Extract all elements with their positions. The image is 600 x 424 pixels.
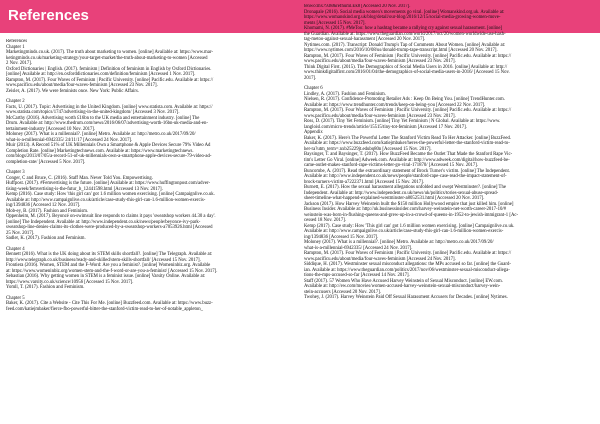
- reference-line: Rampton, M. (2017). Four Waves of Feminism | Pacific University. [online] Pacific.edu. Available at: https://: [6, 77, 214, 83]
- reference-line: Khomami, N. (2017). #MeToo: how a hashtag became a rallying cry against sexual harassment. [online]: [304, 26, 503, 31]
- reference-line: Available at: http://ew.com/movies/women-accused-harvey-weinstein-sexual-misconduct/harvey-wein-: [304, 284, 501, 289]
- reference-line: Sebastian (2016). Why getting women in STEM is a feminist issue. [online] Varsity Online. Available at:: [6, 274, 206, 279]
- reference-section: [6, 296, 292, 313]
- reference-line: Sadler, K. (2017). Fashion and Feminism.: [6, 236, 86, 241]
- reference-section: [304, 86, 594, 301]
- reference-line: Facts, U. (2017). Topic: Advertising in the United Kingdom. [online] www.statista.com. Available at: https://: [6, 104, 213, 110]
- reference-line: Baysinger, T. and Baysinger, T. (2017). How BuzzFeed Became the Outlet That Made the Stanford Rape Vic-: [304, 152, 513, 157]
- reference-line: Marketingminds.co.uk. (2017). The truth about marketing to women. [online] Available at: https://www.mar-: [6, 50, 213, 55]
- reference-line: www.thinkdigitalfirst.com/2016/01/04/the-demographics-of-social-media-users-in-2016/ [Accessed 15 Nov.: [304, 70, 510, 75]
- reference-line: Available at: https://www.trendhunter.com/trends/keep-on-being-you [Accessed 22 Nov. 2017].: [304, 102, 486, 108]
- reference-line: sheet-timeline-what-happend-explained-westminster-a8052531.html [Accessed 20 Nov. 2017].: [304, 196, 485, 201]
- reference-line: tag-metoo-against-sexual-harassment [Accessed 20 Nov. 2017].: [304, 37, 426, 42]
- reference-section: [6, 39, 292, 94]
- reference-line: Muir (2013). A Record 51% of UK Millennials Own a Smartphone & Apple Devices Secure 79% Video Ad: [6, 143, 211, 148]
- reference-line: Chapter 4: [6, 246, 25, 252]
- reference-line: 25 Nov. 2017].: [6, 230, 35, 236]
- reference-line: Nielsen, R. (2017). Confidence-Promoting Retailer Ads : Keep On Being You. [online] TrendHunter.com.: [304, 97, 505, 102]
- reference-line: Drum. Available at: http://www.thedrum.com/news/2016/06/07/advertising-worth-16bn-uk-media-and-en-: [6, 121, 208, 126]
- reference-line: stein-accusers [Accessed 20 Nov. 2017].: [304, 289, 381, 295]
- reference-line: Appendix: [304, 130, 323, 135]
- reference-line: www.pacificu.edu/about/media/four-waves-feminism [Accessed 23 Nov. 2017].: [304, 113, 456, 119]
- reference-line: Available at: http://www.independent.co.uk/news/people/stanford-rape-case-read-the-impact-statement-of-: [304, 174, 507, 179]
- reference-line: Think Digital First. (2015). The Demographics of Social Media Users in 2016. [online] Available at: http://: [304, 64, 508, 70]
- reference-line: brock-turners-victim-a7222371.html [Accessed 15 Nov. 2017].: [304, 179, 424, 185]
- reference-line: Huffpost. (2017). #Femvertising is the future. [online] Available at: https://www.huffingtonpost.com/adver-: [6, 181, 211, 186]
- reference-section: [6, 99, 292, 165]
- reference-line: tions-the-mps-accused-so-far [Accessed 14 Nov. 2017].: [304, 273, 410, 278]
- reference-line: Jackson (2017). How Harvey Weinstein built the $150 million Hollywood empire that just killed him. [online]: [304, 201, 514, 207]
- reference-line: References: [6, 39, 28, 44]
- reference-line: Kemp (2016). Case study: How 'this girl can' got 1.6 million women exercising. [online] Campaignlive.co.uk.: [6, 192, 215, 197]
- reference-line: Chapter 3: [6, 170, 25, 175]
- reference-line: Frontiera (2016). Women, STEM and the F-Word: Are you a feminist?. [online] Womeninbiz.org. Available: [6, 263, 211, 268]
- reference-line: ian. Available at: https://www.theguardian.com/politics/2017/nov/06/westminster-sexual-misconduct-allega-: [304, 267, 510, 273]
- reference-line: McCarthy (2016). Advertising worth £16bn to the UK media and entertainment industry. [online] The: [6, 115, 200, 121]
- reference-line: Oxford Dictionaries | English. (2017). feminism | Definition of feminism in English by Oxford Dictionaries.: [6, 66, 212, 72]
- reference-line: Completion Rate. [online] Marketingtechnews.com. Available at: https://www.marketingtechnews.: [6, 148, 194, 154]
- reference-line: www.pacificu.edu/about/media/four-waves-feminism [Accessed 23 Nov. 2017].: [304, 59, 456, 64]
- reference-line: at: https://www.womeninbiz.org/women-stem-and-the-f-word-or-are-you-a-feminist/ [Accessed 15 Nov. 2017].: [6, 268, 218, 274]
- reference-line: Nytimes.com. (2017). Transcript: Donald Trump's Tap of Comments About Women. [online] Available at:: [304, 42, 506, 48]
- reference-line: Kemp (2017). Case study: How 'This girl can' got 1.6 million women exercising. [online] Campaignlive.co.uk.: [304, 223, 515, 229]
- reference-line: her-ra?utm_term=.nxb25229jt.edubq80n [Accessed 15 Nov. 2017].: [304, 146, 432, 152]
- reference-line: Chapter 2: [6, 99, 25, 104]
- reference-line: https://www.womanskind.org.uk/blog/detail/our-blog/2016/12/15/social-media-growing-women-move-: [304, 15, 501, 20]
- reference-line: cessed 18 Nov. 2017].: [304, 218, 347, 223]
- reference-line: Baker, K. (2017). Here's The Powerful Letter The Stanford Victim Read To Her Attacker. [online] BuzzFeed.: [304, 135, 512, 141]
- reference-line: Chapter 1: [6, 44, 25, 50]
- reference-line: tenwo:mx7938&refhuml.Ek8 [Accessed 20 Nov. 2017].: [304, 4, 411, 9]
- reference-line: Baker, K. (2017). Cite a Website - Cite This For Me. [online] Buzzfeed.com. Available at: https://www.buzz-: [6, 301, 213, 306]
- reference-line: Oppenheim, M. (2017). Beyoncé on-swimsuit line responds to claims it pays 'sweatshop workers 44.30 a day'.: [6, 214, 216, 219]
- reference-line: Mob-ey, B. (2017). Fashion and Feminism.: [6, 208, 89, 214]
- reference-line: Moloney (2017). What is a millennial?. [online] Metro. Available at: http://metro.co.uk/2017/09/20/: [6, 132, 196, 137]
- reference-line: came-outlet-makes-stanford-rape-victims-letter-go-viral-171870/ [Accessed 15 Nov. 2017].: [304, 163, 478, 168]
- reference-line: Rampton, M. (2017). Four Waves of Feminism | Pacific University. [online] Pacific.edu. Available at: https://: [304, 251, 512, 256]
- reference-line: Conger, C and Bruce, C. (2016). Staff Man. Never Told You. Empowertising.: [6, 175, 153, 181]
- reference-line: Zeisler, A. (2017). We were feminists once. New York: Public Affairs.: [6, 88, 140, 94]
- reference-line: Available at: https://www.buzzfeed.com/katiejmbaker/heres-the-powerful-letter-the-stanford-victim-read-to-: [304, 141, 510, 146]
- reference-line: sweatshop-line-denies-claims-its-clothes-were-produced-by-a-sweatshop-workers-a7053926.html [Accessed: [6, 225, 213, 230]
- reference-line: 2 Nov. 2017].: [6, 61, 33, 66]
- reference-line: the Guardian. Available at: https://www.theguardian.com/world/2017/oct/20/women-worldwide-use-hash-: [304, 31, 506, 37]
- reference-line: Moloney (2017). What is a millennial?. [online] Metro. Available at: http://metro.co.uk/2017/09/20/: [304, 240, 494, 245]
- reference-section: [304, 4, 594, 81]
- reference-line: Bennett (2016). What is the UK doing about its STEM skills shortfall?. [online] The Telegraph. Available at:: [6, 252, 213, 257]
- reference-section: [6, 170, 292, 242]
- reference-line: langloisl.com/micro-trends/article/15515/tiny-tot-feminism [Accessed 17 Nov. 2017].: [304, 124, 467, 130]
- reference-line: Rampton, M. (2017). Four Waves of Feminism | Pacific University. [online] Pacific.edu. Available at: https://: [304, 108, 512, 113]
- reference-line: Lindley, A. (2017). Fashion and Feminism.: [304, 91, 386, 97]
- reference-line: feed.com/katiejmbaker/fierce-fbo-powerful-bitter-the-stanford-victim-read-to-her-of-notable_appleton_: [6, 306, 203, 312]
- reference-line: [online] Available at: http://en.oxforddictionaries.com/definition/feminism [Accessed 1 Nov. 2017].: [6, 72, 196, 77]
- reference-line: completion-rate/ [Accessed 5 Nov. 2017].: [6, 159, 86, 165]
- reference-line: www.pacificu.edu/about/media/four-waves-feminism [Accessed 24 Nov. 2017].: [304, 256, 456, 262]
- reference-section: [6, 247, 292, 291]
- reference-line: com/blogs/2013/07/05/a-record-51-of-uk-millennials-own-a-smartphone-apple-devices-secure-79-video-ad-: [6, 154, 212, 159]
- reference-line: Staff (2017). 57 Women Who Have Accused Harvey Weinstein of Sexual Misconduct. [online] EW.com.: [304, 278, 503, 284]
- reference-line: ing/1394836 [Accessed 15 Nov. 2017].: [304, 234, 379, 240]
- reference-line: tertainment-industry [Accessed 10 Nov. 2017].: [6, 126, 96, 132]
- reference-line: Chapter 6: [304, 86, 323, 91]
- page-title: References: [8, 7, 89, 24]
- reference-line: ments [Accessed 15 Nov. 2017].: [304, 20, 366, 26]
- reference-line: ketingminds.co.uk/marketing-strategy/your-target-market/the-truth-about-marketing-to-women [Accessed: [6, 55, 208, 61]
- reference-line: https://www.nytimes.com/2016/10/08/us/donald-trump-tape-transcript.html [Accessed 20 Nov. 2017].: [304, 48, 498, 53]
- reference-line: Available at: http://www.campaignlive.co.uk/article/case-study-this-girl-can-1.6-million-women-exercis-: [304, 229, 504, 234]
- reference-line: Twohey, J. (2017). Harvey Weinstein Paid Off Sexual Harassment Accusers for Decades. [online] Nytimes.: [304, 295, 508, 300]
- reference-line: Burnett, E. (2017). How the sexual harassment allegations unfolded and swept Westminster?. [online] The: [304, 185, 506, 190]
- reference-line: 2017].: [304, 75, 317, 81]
- reference-line: Dronapale (2016). Social media women's movements go viral. [online] Womanskind.org.uk. Available at:: [304, 9, 505, 15]
- reference-line: what-is-a-millennial-6942335/ [Accessed 24 Nov. 2017].: [304, 245, 413, 251]
- reference-line: Available at: http://www.campaignlive.co.uk/article/case-study-this-girl-can-1.6-million-women-exercis-: [6, 197, 206, 203]
- reference-line: ing/1394836 [Accessed 12 Nov. 2017].: [6, 203, 81, 208]
- reference-line: Buncombe, A. (2017). Read the extraordinary statement of Brock Turner's victim. [online] The Independent.: [304, 168, 511, 174]
- reference-line: tim's Letter Go Viral. [online] Adweek.com. Available at: http://www.adweek.com/digital/how-buzzfeed-be-: [304, 157, 510, 163]
- reference-line: Business Insider. Available at: http://uk.businessinsider.com/harvey-weinstein-net-worth-career-2017-10/#: [304, 207, 507, 212]
- reference-line: weinstein-was-born-in-flushing-queens-and-grew-up-in-a-crowd-of-queens-in-1952-to-jewish-immigrant-1 [Ac-: [304, 212, 519, 218]
- reference-line: Rampton, M. (2017). Four Waves of Feminism | Pacific University. [online] Pacific.edu. Available at: https://: [304, 53, 512, 59]
- reference-line: tising-week/femvertising-is-the-futur_b_12441598.html [Accessed 13 Nov. 2017].: [6, 186, 163, 192]
- reference-line: Chapter 5: [6, 295, 25, 301]
- reference-line: Yomll, T. (2017). Fashion and Feminism.: [6, 285, 85, 290]
- reference-line: [online] The Independent. Available at: http://www.independent.co.uk/news/people/beyonce-ivy-park-: [6, 219, 201, 225]
- right-column: [304, 4, 594, 420]
- reference-line: https://www.varsity.co.uk/science/10956 [Accessed 15 Nov. 2017].: [6, 279, 134, 285]
- reference-line: www.pacificu.edu/about/media/four-waves-feminism [Accessed 23 Nov. 2017].: [6, 83, 158, 88]
- reference-line: what-is-a-millennial-6942335/ 24/11/17 [Accessed 24 Nov. 2017].: [6, 137, 133, 143]
- reference-line: http://www.telegraph.co.uk/business/ready-and-skilled/stem-skills-shortfall/ [Accessed 15 Nov. 2017].: [6, 257, 201, 263]
- reference-line: www.statista.com/topics/1747/advertising-in-the-united-kingdom/ [Accessed 3 Nov. 2017].: [6, 110, 180, 115]
- reference-line: Ross, D. (2017). Tiny Yet Feminism. [online] Tiny Yet Feminism | N Global. Available at: https://www.: [304, 119, 501, 124]
- reference-line: Siddique, H. (2017). Westminster sexual misconduct allegations: the MPs accused so far. [online] the Guard-: [304, 262, 511, 267]
- reference-line: Independent. Available at: http://www.independent.co.uk/news/uk/politics/tories-sexual-abuse-spread-: [304, 190, 499, 196]
- left-column: [6, 39, 292, 419]
